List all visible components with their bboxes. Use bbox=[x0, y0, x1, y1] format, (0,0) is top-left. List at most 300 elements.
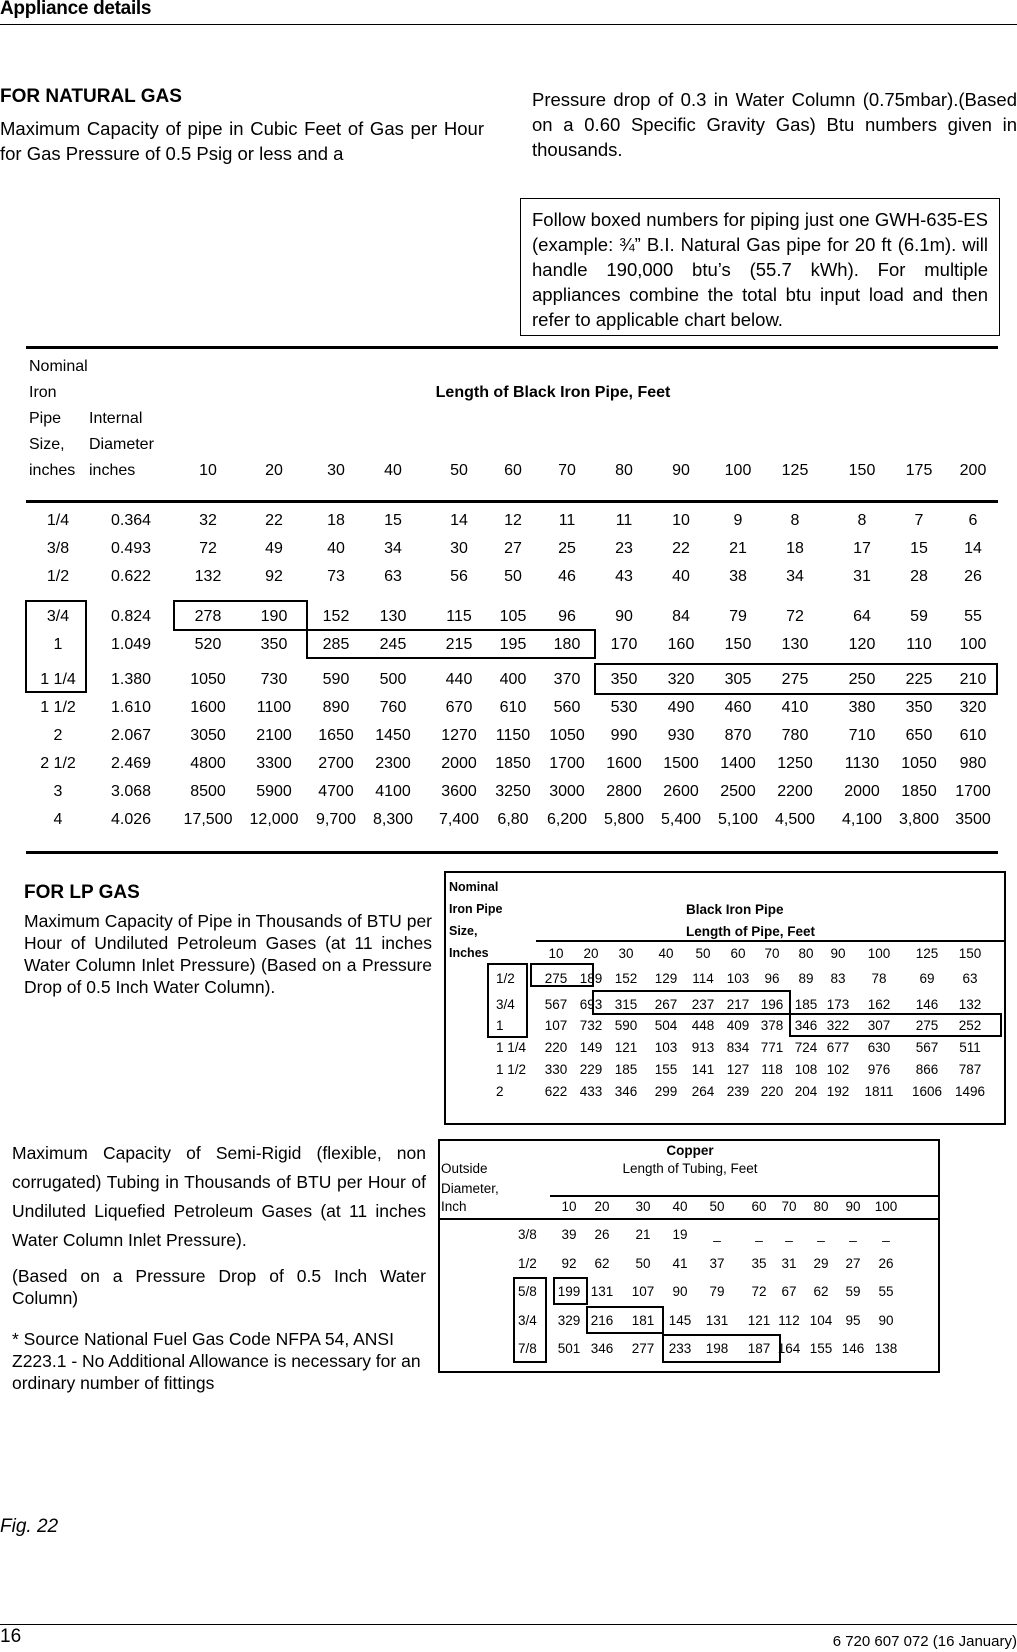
capacity-cell: 220 bbox=[760, 1084, 784, 1099]
capacity-cell: 15 bbox=[384, 512, 402, 529]
capacity-cell: _ bbox=[882, 1227, 890, 1242]
pipe-size-cell: 1 1/2 bbox=[40, 699, 76, 716]
capacity-cell: 39 bbox=[561, 1227, 577, 1242]
length-header: 60 bbox=[504, 462, 522, 479]
capacity-cell: 26 bbox=[594, 1227, 610, 1242]
capacity-cell: 27 bbox=[504, 540, 522, 557]
tube-size-cell: 5/8 bbox=[518, 1284, 537, 1299]
capacity-cell: 216 bbox=[590, 1313, 614, 1328]
internal-diameter-cell: 4.026 bbox=[110, 811, 152, 828]
capacity-cell: 3600 bbox=[441, 783, 477, 800]
capacity-cell: 96 bbox=[558, 608, 576, 625]
capacity-cell: 490 bbox=[667, 699, 695, 716]
capacity-cell: 96 bbox=[764, 971, 780, 986]
capacity-cell: 114 bbox=[692, 971, 714, 986]
capacity-cell: 199 bbox=[557, 1284, 581, 1299]
capacity-cell: 4800 bbox=[190, 755, 226, 772]
boxed-values-1-1-4 bbox=[594, 663, 998, 695]
capacity-cell: 976 bbox=[867, 1062, 891, 1077]
boxed-size-column bbox=[25, 600, 87, 693]
capacity-cell: 49 bbox=[265, 540, 283, 557]
capacity-cell: 90 bbox=[672, 1284, 688, 1299]
capacity-cell: 3000 bbox=[549, 783, 585, 800]
capacity-cell: 17,500 bbox=[183, 811, 233, 828]
capacity-cell: 92 bbox=[265, 568, 283, 585]
copper-intro: Maximum Capacity of Semi-Rigid (flexible, non corrugated) Tubing in Thousands of BTU per Hour of Undiluted Liquefied Petroleum Gases (at 11 inches Water Column Inlet Pressure). bbox=[12, 1143, 426, 1250]
capacity-cell: 37 bbox=[709, 1256, 725, 1271]
capacity-cell: 229 bbox=[579, 1062, 603, 1077]
capacity-cell: 2700 bbox=[318, 755, 354, 772]
capacity-cell: 5900 bbox=[256, 783, 292, 800]
internal-diameter-cell: 1.380 bbox=[110, 671, 152, 688]
capacity-cell: 27 bbox=[845, 1256, 861, 1271]
capacity-cell: 131 bbox=[590, 1284, 614, 1299]
capacity-cell: 195 bbox=[499, 636, 527, 653]
capacity-cell: 1850 bbox=[901, 783, 937, 800]
capacity-cell: 189 bbox=[579, 971, 603, 986]
column-header-nominal-size: Size, bbox=[449, 924, 478, 938]
copper-pressure-note: (Based on a Pressure Drop of 0.5 Inch Water Column) bbox=[12, 1266, 426, 1308]
capacity-cell: 132 bbox=[958, 997, 982, 1012]
capacity-cell: 4100 bbox=[375, 783, 411, 800]
capacity-cell: 29 bbox=[813, 1256, 829, 1271]
capacity-cell: 104 bbox=[809, 1313, 833, 1328]
length-header: 70 bbox=[558, 462, 576, 479]
length-header: 150 bbox=[848, 462, 876, 479]
capacity-cell: 980 bbox=[959, 755, 987, 772]
capacity-cell: 12 bbox=[504, 512, 522, 529]
capacity-cell: 69 bbox=[919, 971, 935, 986]
capacity-cell: 530 bbox=[610, 699, 638, 716]
capacity-cell: 187 bbox=[747, 1341, 771, 1356]
internal-diameter-cell: 2.067 bbox=[110, 727, 152, 744]
capacity-cell: 1050 bbox=[190, 671, 226, 688]
capacity-cell: 1250 bbox=[777, 755, 813, 772]
boxed-values-1-2 bbox=[530, 963, 594, 987]
capacity-cell: 129 bbox=[654, 971, 678, 986]
capacity-cell: 43 bbox=[615, 568, 633, 585]
copper-title: Copper bbox=[666, 1143, 714, 1158]
capacity-cell: 185 bbox=[614, 1062, 638, 1077]
internal-diameter-cell: 1.610 bbox=[110, 699, 152, 716]
capacity-cell: 4,100 bbox=[841, 811, 883, 828]
length-header: 50 bbox=[709, 1199, 725, 1214]
column-header-nominal-size: Inches bbox=[449, 946, 489, 960]
capacity-cell: 2600 bbox=[663, 783, 699, 800]
capacity-cell: 346 bbox=[614, 1084, 638, 1099]
lp-gas-table bbox=[444, 871, 1006, 1125]
capacity-cell: 210 bbox=[959, 671, 987, 688]
capacity-cell: _ bbox=[755, 1227, 763, 1242]
capacity-cell: 346 bbox=[794, 1018, 818, 1033]
capacity-cell: 350 bbox=[610, 671, 638, 688]
capacity-cell: 277 bbox=[631, 1341, 655, 1356]
capacity-cell: 239 bbox=[726, 1084, 750, 1099]
capacity-cell: 610 bbox=[959, 727, 987, 744]
length-header: 200 bbox=[959, 462, 987, 479]
pipe-size-cell: 1 bbox=[53, 636, 63, 653]
capacity-cell: 380 bbox=[848, 699, 876, 716]
capacity-cell: 131 bbox=[705, 1313, 729, 1328]
capacity-cell: 50 bbox=[635, 1256, 651, 1271]
capacity-cell: 59 bbox=[845, 1284, 861, 1299]
capacity-cell: 204 bbox=[794, 1084, 818, 1099]
tube-size-cell: 3/4 bbox=[518, 1313, 537, 1328]
capacity-cell: 670 bbox=[445, 699, 473, 716]
capacity-cell: 730 bbox=[260, 671, 288, 688]
capacity-cell: 1700 bbox=[549, 755, 585, 772]
capacity-cell: 7 bbox=[914, 512, 924, 529]
capacity-cell: 62 bbox=[813, 1284, 829, 1299]
length-header: 125 bbox=[781, 462, 809, 479]
capacity-cell: 370 bbox=[553, 671, 581, 688]
capacity-cell: 677 bbox=[826, 1040, 850, 1055]
capacity-cell: 34 bbox=[786, 568, 804, 585]
capacity-cell: 31 bbox=[781, 1256, 797, 1271]
capacity-cell: 40 bbox=[672, 568, 690, 585]
capacity-cell: 511 bbox=[959, 1040, 981, 1055]
capacity-cell: 41 bbox=[672, 1256, 688, 1271]
group-header-black-iron-pipe: Black Iron Pipe bbox=[686, 902, 784, 917]
capacity-cell: 710 bbox=[848, 727, 876, 744]
capacity-cell: 267 bbox=[654, 997, 678, 1012]
capacity-cell: 145 bbox=[668, 1313, 692, 1328]
capacity-cell: 275 bbox=[781, 671, 809, 688]
capacity-cell: 62 bbox=[594, 1256, 610, 1271]
column-header-nominal-size: Size, bbox=[29, 436, 65, 453]
capacity-cell: 14 bbox=[450, 512, 468, 529]
capacity-cell: 2100 bbox=[256, 727, 292, 744]
capacity-cell: 190 bbox=[260, 608, 288, 625]
column-header-outside-diameter: Outside bbox=[441, 1161, 488, 1176]
capacity-cell: 17 bbox=[853, 540, 871, 557]
capacity-cell: 780 bbox=[781, 727, 809, 744]
capacity-cell: 78 bbox=[871, 971, 887, 986]
length-header: 80 bbox=[798, 946, 814, 961]
length-header: 10 bbox=[548, 946, 564, 961]
capacity-cell: 299 bbox=[654, 1084, 678, 1099]
capacity-cell: 108 bbox=[794, 1062, 818, 1077]
boxed-values-7-8 bbox=[662, 1334, 781, 1363]
capacity-cell: 26 bbox=[878, 1256, 894, 1271]
capacity-cell: 913 bbox=[691, 1040, 715, 1055]
capacity-cell: 26 bbox=[964, 568, 982, 585]
capacity-cell: 160 bbox=[667, 636, 695, 653]
capacity-cell: 501 bbox=[557, 1341, 581, 1356]
boxed-values-3-4 bbox=[173, 600, 308, 631]
capacity-cell: 400 bbox=[499, 671, 527, 688]
capacity-cell: 245 bbox=[379, 636, 407, 653]
capacity-cell: 192 bbox=[826, 1084, 850, 1099]
capacity-cell: 28 bbox=[910, 568, 928, 585]
pipe-size-cell: 3 bbox=[53, 783, 63, 800]
capacity-cell: 6,80 bbox=[497, 811, 529, 828]
capacity-cell: 56 bbox=[450, 568, 468, 585]
capacity-cell: 346 bbox=[590, 1341, 614, 1356]
column-header-nominal-size: Nominal bbox=[29, 358, 88, 375]
pipe-size-cell: 2 bbox=[496, 1084, 504, 1099]
capacity-cell: 155 bbox=[654, 1062, 678, 1077]
capacity-cell: 866 bbox=[915, 1062, 939, 1077]
capacity-cell: 2500 bbox=[720, 783, 756, 800]
document-id: 6 720 607 072 (16 January) bbox=[832, 1633, 1017, 1650]
capacity-cell: 55 bbox=[964, 608, 982, 625]
length-header: 10 bbox=[199, 462, 217, 479]
natural-gas-intro-right: Pressure drop of 0.3 in Water Column (0.75mbar).(Based on a 0.60 Specific Gravity Gas) Btu numbers given in thousands. bbox=[532, 89, 1017, 160]
length-header: 100 bbox=[724, 462, 752, 479]
column-header-outside-diameter: Inch bbox=[441, 1199, 467, 1214]
length-header: 40 bbox=[384, 462, 402, 479]
capacity-cell: 350 bbox=[905, 699, 933, 716]
length-header: 40 bbox=[658, 946, 674, 961]
capacity-cell: 3500 bbox=[955, 811, 991, 828]
capacity-cell: 196 bbox=[760, 997, 784, 1012]
capacity-cell: 870 bbox=[724, 727, 752, 744]
capacity-cell: 520 bbox=[194, 636, 222, 653]
capacity-cell: 448 bbox=[691, 1018, 715, 1033]
capacity-cell: 787 bbox=[958, 1062, 982, 1077]
capacity-cell: 285 bbox=[322, 636, 350, 653]
capacity-cell: 1150 bbox=[495, 727, 531, 744]
capacity-cell: 185 bbox=[794, 997, 818, 1012]
internal-diameter-cell: 0.824 bbox=[110, 608, 152, 625]
capacity-cell: 7,400 bbox=[438, 811, 480, 828]
pipe-size-cell: 2 bbox=[53, 727, 63, 744]
capacity-cell: 250 bbox=[848, 671, 876, 688]
pipe-size-cell: 1/4 bbox=[46, 512, 70, 529]
capacity-cell: 3250 bbox=[495, 783, 531, 800]
note-box: Follow boxed numbers for piping just one GWH-635-ES (example: ¾” B.I. Natural Gas pipe for 20 ft (6.1m). will handle 190,000 btu’s (55.7 kWh). For multiple appliances combine the total btu input load and then refer to applicable chart below. bbox=[520, 198, 1000, 336]
capacity-cell: 460 bbox=[724, 699, 752, 716]
length-header: 20 bbox=[583, 946, 599, 961]
capacity-cell: 118 bbox=[761, 1062, 783, 1077]
capacity-cell: 31 bbox=[853, 568, 871, 585]
length-header: 100 bbox=[874, 1199, 898, 1214]
length-header: 20 bbox=[594, 1199, 610, 1214]
capacity-cell: 264 bbox=[691, 1084, 715, 1099]
length-header: 80 bbox=[813, 1199, 829, 1214]
capacity-cell: 350 bbox=[260, 636, 288, 653]
capacity-cell: 64 bbox=[853, 608, 871, 625]
capacity-cell: 320 bbox=[667, 671, 695, 688]
capacity-cell: 83 bbox=[830, 971, 846, 986]
capacity-cell: 138 bbox=[874, 1341, 898, 1356]
capacity-cell: 18 bbox=[786, 540, 804, 557]
pipe-size-cell: 1 1/4 bbox=[496, 1040, 527, 1055]
length-header: 50 bbox=[450, 462, 468, 479]
capacity-cell: 73 bbox=[327, 568, 345, 585]
pipe-size-cell: 3/4 bbox=[496, 997, 515, 1012]
group-header-length: Length of Tubing, Feet bbox=[622, 1161, 758, 1176]
capacity-cell: 146 bbox=[915, 997, 939, 1012]
page-number: 16 bbox=[0, 1626, 22, 1647]
capacity-cell: 15 bbox=[910, 540, 928, 557]
capacity-cell: 164 bbox=[777, 1341, 801, 1356]
capacity-cell: 237 bbox=[691, 997, 715, 1012]
length-header: 150 bbox=[958, 946, 982, 961]
capacity-cell: 275 bbox=[915, 1018, 939, 1033]
capacity-cell: 155 bbox=[809, 1341, 833, 1356]
internal-diameter-cell: 3.068 bbox=[110, 783, 152, 800]
length-header: 30 bbox=[618, 946, 634, 961]
capacity-cell: 4,500 bbox=[774, 811, 816, 828]
capacity-cell: 38 bbox=[729, 568, 747, 585]
capacity-cell: 2000 bbox=[441, 755, 477, 772]
length-header: 100 bbox=[867, 946, 891, 961]
capacity-cell: 760 bbox=[379, 699, 407, 716]
capacity-cell: 220 bbox=[544, 1040, 568, 1055]
lp-gas-heading: FOR LP GAS bbox=[24, 882, 140, 903]
capacity-cell: 1500 bbox=[663, 755, 699, 772]
capacity-cell: 63 bbox=[962, 971, 978, 986]
capacity-cell: 5,800 bbox=[603, 811, 645, 828]
capacity-cell: 90 bbox=[878, 1313, 894, 1328]
pipe-size-cell: 1/2 bbox=[46, 568, 70, 585]
capacity-cell: 1600 bbox=[190, 699, 226, 716]
capacity-cell: 1130 bbox=[844, 755, 880, 772]
capacity-cell: 130 bbox=[379, 608, 407, 625]
length-header: 40 bbox=[672, 1199, 688, 1214]
pipe-size-cell: 3/8 bbox=[46, 540, 70, 557]
column-header-nominal-size: Pipe bbox=[29, 410, 62, 427]
capacity-cell: 1400 bbox=[720, 755, 756, 772]
capacity-cell: 10 bbox=[672, 512, 690, 529]
capacity-cell: 22 bbox=[265, 512, 283, 529]
capacity-cell: 22 bbox=[672, 540, 690, 557]
capacity-cell: 990 bbox=[610, 727, 638, 744]
capacity-cell: 107 bbox=[631, 1284, 655, 1299]
capacity-cell: 322 bbox=[826, 1018, 850, 1033]
capacity-cell: 79 bbox=[729, 608, 747, 625]
capacity-cell: 504 bbox=[654, 1018, 678, 1033]
capacity-cell: 320 bbox=[959, 699, 987, 716]
capacity-cell: 278 bbox=[194, 608, 222, 625]
lp-gas-intro: Maximum Capacity of Pipe in Thousands of BTU per Hour of Undiluted Petroleum Gases (at 11 inches Water Column Inlet Pressure) (Based on a Pressure Drop of 0.5 Inch Water Column). bbox=[24, 911, 432, 997]
capacity-cell: 115 bbox=[446, 608, 472, 625]
boxed-size-column bbox=[487, 963, 528, 1038]
capacity-cell: 11 bbox=[558, 512, 576, 529]
capacity-cell: 1606 bbox=[911, 1084, 943, 1099]
capacity-cell: 32 bbox=[199, 512, 217, 529]
capacity-cell: 9,700 bbox=[315, 811, 357, 828]
table-bottom-rule bbox=[26, 851, 998, 854]
length-header: 70 bbox=[764, 946, 780, 961]
capacity-cell: _ bbox=[785, 1227, 793, 1242]
capacity-cell: 120 bbox=[848, 636, 876, 653]
capacity-cell: 107 bbox=[544, 1018, 568, 1033]
capacity-cell: 141 bbox=[691, 1062, 715, 1077]
capacity-cell: 693 bbox=[579, 997, 603, 1012]
capacity-cell: 275 bbox=[544, 971, 568, 986]
capacity-cell: 590 bbox=[322, 671, 350, 688]
table-top-rule bbox=[26, 346, 998, 349]
capacity-cell: 5,400 bbox=[660, 811, 702, 828]
capacity-cell: 181 bbox=[631, 1313, 655, 1328]
boxed-values-1 bbox=[789, 1013, 1002, 1037]
capacity-cell: 21 bbox=[635, 1227, 651, 1242]
capacity-cell: 440 bbox=[445, 671, 473, 688]
pipe-size-cell: 2 1/2 bbox=[40, 755, 76, 772]
internal-diameter-cell: 0.493 bbox=[110, 540, 152, 557]
capacity-cell: 102 bbox=[826, 1062, 850, 1077]
capacity-cell: 330 bbox=[544, 1062, 568, 1077]
capacity-cell: 3300 bbox=[256, 755, 292, 772]
boxed-values-1 bbox=[306, 629, 596, 659]
capacity-cell: 146 bbox=[841, 1341, 865, 1356]
capacity-cell: 25 bbox=[558, 540, 576, 557]
pipe-size-cell: 1/2 bbox=[496, 971, 515, 986]
capacity-cell: 170 bbox=[610, 636, 638, 653]
footer-divider bbox=[0, 1624, 1017, 1625]
capacity-cell: 8 bbox=[857, 512, 867, 529]
capacity-cell: 225 bbox=[905, 671, 933, 688]
group-header-length: Length of Black Iron Pipe, Feet bbox=[435, 384, 671, 401]
tube-size-cell: 1/2 bbox=[518, 1256, 537, 1271]
length-header: 175 bbox=[905, 462, 933, 479]
column-header-internal-diameter: inches bbox=[89, 462, 136, 479]
capacity-cell: 650 bbox=[905, 727, 933, 744]
capacity-cell: 46 bbox=[558, 568, 576, 585]
page-section-title: Appliance details bbox=[0, 0, 152, 19]
column-header-nominal-size: Iron Pipe bbox=[449, 902, 503, 916]
capacity-cell: 14 bbox=[964, 540, 982, 557]
capacity-cell: 8,300 bbox=[372, 811, 414, 828]
header-bottom-rule bbox=[440, 1218, 938, 1220]
capacity-cell: _ bbox=[817, 1227, 825, 1242]
length-header: 50 bbox=[695, 946, 711, 961]
capacity-cell: 378 bbox=[760, 1018, 784, 1033]
length-header: 20 bbox=[265, 462, 283, 479]
capacity-cell: 89 bbox=[798, 971, 814, 986]
length-header: 125 bbox=[915, 946, 939, 961]
capacity-cell: 34 bbox=[384, 540, 402, 557]
capacity-cell: 21 bbox=[729, 540, 747, 557]
tube-size-cell: 3/8 bbox=[518, 1227, 537, 1242]
capacity-cell: 233 bbox=[668, 1341, 692, 1356]
column-header-outside-diameter: Diameter, bbox=[441, 1181, 499, 1196]
capacity-cell: 67 bbox=[781, 1284, 797, 1299]
pipe-size-cell: 3/4 bbox=[46, 608, 70, 625]
capacity-cell: 771 bbox=[760, 1040, 784, 1055]
capacity-cell: 1496 bbox=[954, 1084, 986, 1099]
capacity-cell: 59 bbox=[910, 608, 928, 625]
capacity-cell: 50 bbox=[504, 568, 522, 585]
capacity-cell: 6,200 bbox=[546, 811, 588, 828]
capacity-cell: 23 bbox=[615, 540, 633, 557]
capacity-cell: 630 bbox=[867, 1040, 891, 1055]
length-header: 80 bbox=[615, 462, 633, 479]
capacity-cell: 12,000 bbox=[249, 811, 299, 828]
capacity-cell: 9 bbox=[733, 512, 743, 529]
capacity-cell: 1450 bbox=[375, 727, 411, 744]
capacity-cell: 4700 bbox=[318, 783, 354, 800]
capacity-cell: 198 bbox=[705, 1341, 729, 1356]
capacity-cell: 724 bbox=[794, 1040, 818, 1055]
boxed-values-5-8 bbox=[553, 1277, 588, 1305]
capacity-cell: 152 bbox=[614, 971, 638, 986]
capacity-cell: 30 bbox=[450, 540, 468, 557]
capacity-cell: 90 bbox=[615, 608, 633, 625]
natural-gas-heading: FOR NATURAL GAS bbox=[0, 86, 182, 107]
capacity-cell: 890 bbox=[322, 699, 350, 716]
capacity-cell: 3,800 bbox=[898, 811, 940, 828]
capacity-cell: 11 bbox=[615, 512, 633, 529]
boxed-size-column bbox=[513, 1277, 547, 1363]
capacity-cell: 72 bbox=[199, 540, 217, 557]
capacity-cell: 2800 bbox=[606, 783, 642, 800]
tube-size-cell: 7/8 bbox=[518, 1341, 537, 1356]
internal-diameter-cell: 2.469 bbox=[110, 755, 152, 772]
